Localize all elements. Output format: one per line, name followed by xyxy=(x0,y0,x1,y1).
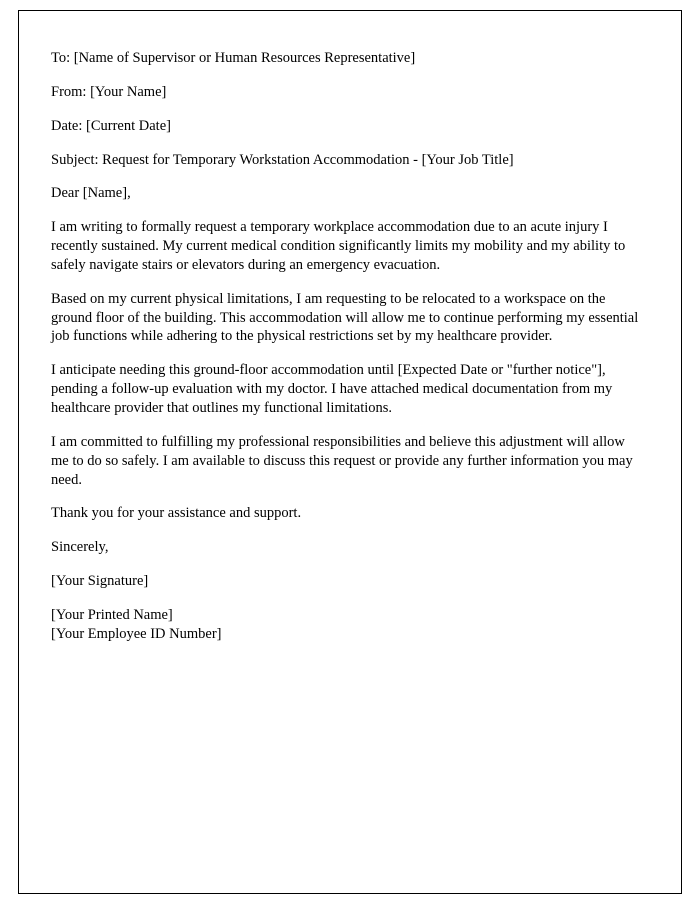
letter-paragraph: I am writing to formally request a temporary workplace accommodation due to an acute injury I recently sustained. My current medical condition significantly limits my mobility and my ability to safely navigate stairs or elevators during an emergency evacuation. xyxy=(51,219,626,273)
letter-signature: [Your Signature] xyxy=(51,573,149,590)
letter-paragraph: I anticipate needing this ground-floor accommodation until [Expected Date or "further notice"], pending a follow-up evaluation with my doctor. I have attached medical documentation from my healthcare provider that outlines my functional limitations. xyxy=(51,362,613,416)
letter-signature-block xyxy=(51,606,639,644)
letter-from-line: From: [Your Name] xyxy=(51,83,167,100)
letter-subject-line: Subject: Request for Temporary Workstation Accommodation - [Your Job Title] xyxy=(51,151,514,168)
letter-thanks-line: Thank you for your assistance and support. xyxy=(51,505,302,522)
letter-employee-id: [Your Employee ID Number] xyxy=(51,625,222,642)
letter-paragraph: Based on my current physical limitations, I am requesting to be relocated to a workspace on the ground floor of the building. This accommodation will allow me to continue performing my essential job functions while adhering to the physical restrictions set by my healthcare provider. xyxy=(51,290,639,345)
letter-date-line: Date: [Current Date] xyxy=(51,117,171,134)
letter-printed-name: [Your Printed Name] xyxy=(51,606,173,623)
letter-salutation: Dear [Name], xyxy=(51,185,131,202)
letter-page xyxy=(18,10,682,894)
letter-closing: Sincerely, xyxy=(51,539,109,556)
letter-paragraph: I am committed to fulfilling my professional responsibilities and believe this adjustment will allow me to do so safely. I am available to discuss this request or provide any further information you may need. xyxy=(51,433,633,488)
letter-to-line: To: [Name of Supervisor or Human Resources Representative] xyxy=(51,50,416,66)
